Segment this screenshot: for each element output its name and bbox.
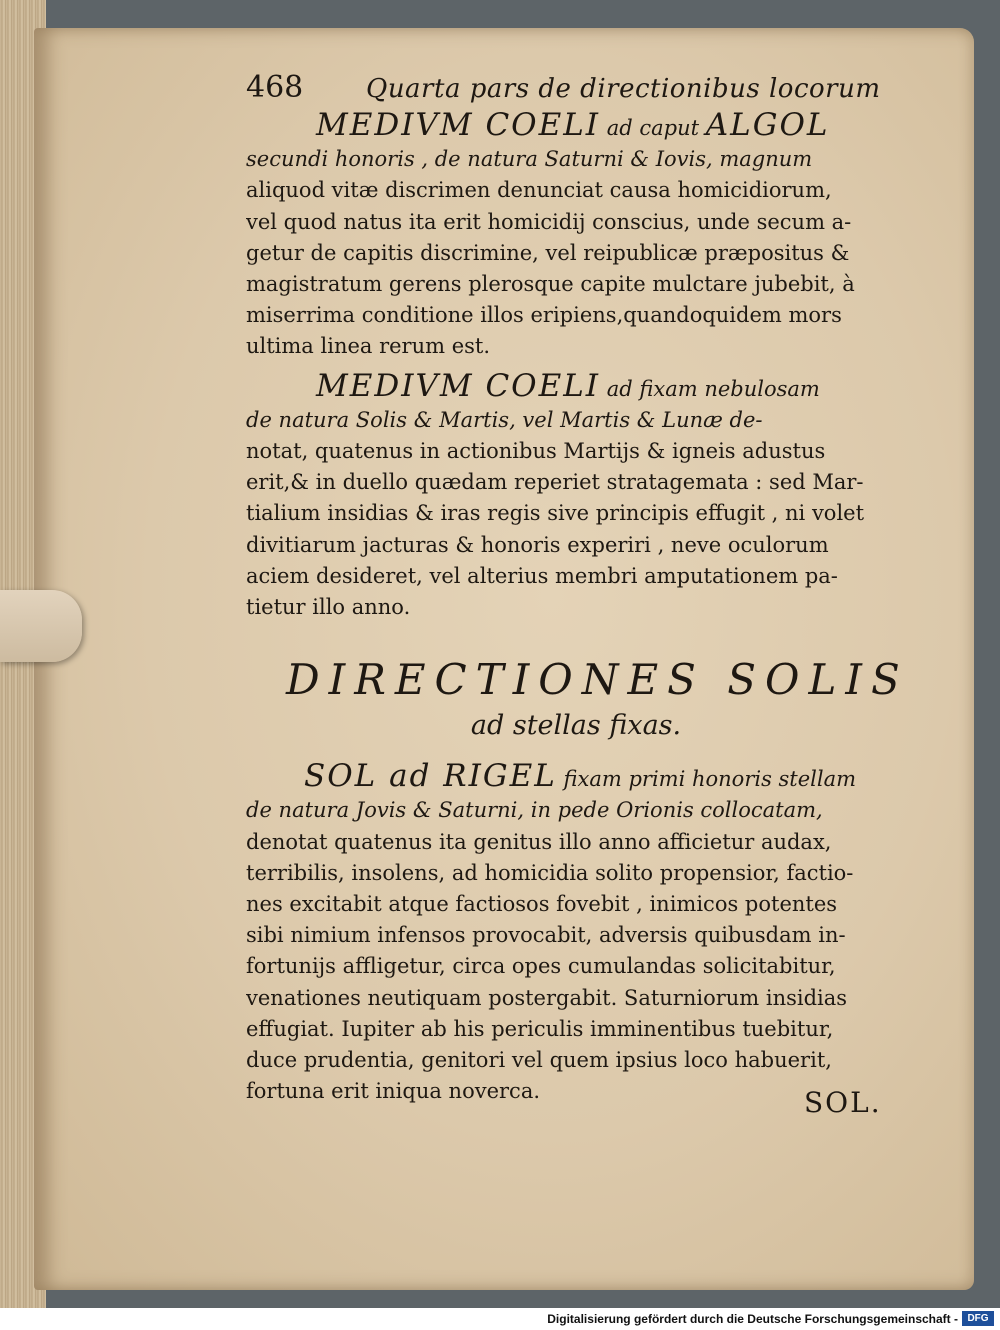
paragraph-lead: SOL ad RIGEL	[304, 761, 557, 795]
page-number: 468	[246, 70, 304, 105]
paragraph-first-line	[246, 371, 906, 405]
paragraph-line: ultima linea rerum est.	[246, 334, 491, 359]
paragraph-line: duce prudentia, genitori vel quem ipsius loco habuerit,	[246, 1048, 832, 1073]
dfg-logo-icon: DFG	[962, 1311, 994, 1326]
paragraph-lead-star: ALGOL	[705, 110, 830, 143]
section-subtitle: ad stellas fixas.	[470, 710, 682, 742]
paragraph-line: nes excitabit atque factiosos fovebit , inimicos potentes	[246, 892, 838, 917]
paragraph-line: sibi nimium infensos provocabit, adversis quibusdam in-	[246, 923, 846, 948]
paragraph-line: erit,& in duello quædam reperiet stratagemata : sed Mar-	[246, 470, 864, 495]
paragraph-medium-coeli-nebulosa	[246, 371, 906, 624]
book-clasp	[0, 590, 82, 662]
paragraph-line: fortunijs affligetur, circa opes cumulandas solicitabitur,	[246, 954, 836, 979]
running-head: Quarta pars de directionibus locorum	[366, 74, 881, 104]
paragraph-line: magistratum gerens plerosque capite mulctare jubebit, à	[246, 272, 855, 297]
paragraph-line: de natura Solis & Martis, vel Martis & Lunæ de-	[246, 407, 763, 432]
paragraph-lead: MEDIVM COELI	[316, 110, 601, 143]
section-title: DIRECTIONES SOLIS	[286, 655, 909, 705]
paragraph-line: denotat quatenus ita genitus illo anno afficietur audax,	[246, 829, 832, 854]
paragraph-lead-text: fixam primi honoris stellam	[556, 767, 857, 792]
paragraph-line: notat, quatenus in actionibus Martijs & igneis adustus	[246, 439, 826, 464]
funding-notice: Digitalisierung gefördert durch die Deutsche Forschungsgemeinschaft -	[547, 1312, 958, 1326]
paragraph-first-line	[246, 110, 906, 144]
paragraph-line: divitiarum jacturas & honoris experiri , neve oculorum	[246, 532, 829, 557]
paragraph-line: effugiat. Iupiter ab his periculis imminentibus tuebitur,	[246, 1016, 834, 1041]
paragraph-lead-text: ad fixam nebulosam	[600, 376, 820, 401]
paragraph-line: tialium insidias & iras regis sive principis effugit , ni volet	[246, 501, 865, 526]
paragraph-line: venationes neutiquam postergabit. Saturniorum insidias	[246, 985, 848, 1010]
page-header	[246, 70, 906, 110]
paragraph-lead: MEDIVM COELI	[316, 370, 601, 404]
paragraph-line: aciem desideret, vel alterius membri amputationem pa-	[246, 563, 838, 588]
paragraph-medium-coeli-algol	[246, 110, 906, 363]
paragraph-line: secundi honoris , de natura Saturni & Iovis, magnum	[246, 147, 813, 172]
paragraph-line: miserrima conditione illos eripiens,quandoquidem mors	[246, 303, 842, 328]
paragraph-lead-text: ad caput	[600, 116, 706, 140]
paragraph-sol-rigel	[246, 761, 906, 1107]
paragraph-line: tietur illo anno.	[246, 595, 411, 620]
footer-bar	[0, 1308, 1000, 1330]
paragraph-line: aliquod vitæ discrimen denunciat causa homicidiorum,	[246, 178, 832, 203]
paragraph-line: de natura Jovis & Saturni, in pede Orionis collocatam,	[246, 798, 823, 823]
paragraph-first-line	[246, 761, 906, 795]
paragraph-line: vel quod natus ita erit homicidij conscius, unde secum a-	[246, 209, 852, 234]
paragraph-line: terribilis, insolens, ad homicidia solito propensior, factio-	[246, 860, 854, 885]
paragraph-gap	[246, 363, 906, 371]
paragraph-line: fortuna erit iniqua noverca.	[246, 1079, 541, 1104]
catchword: SOL.	[804, 1086, 882, 1119]
paragraph-line: getur de capitis discrimine, vel reipublicæ præpositus &	[246, 240, 850, 265]
page-text	[246, 70, 909, 1107]
